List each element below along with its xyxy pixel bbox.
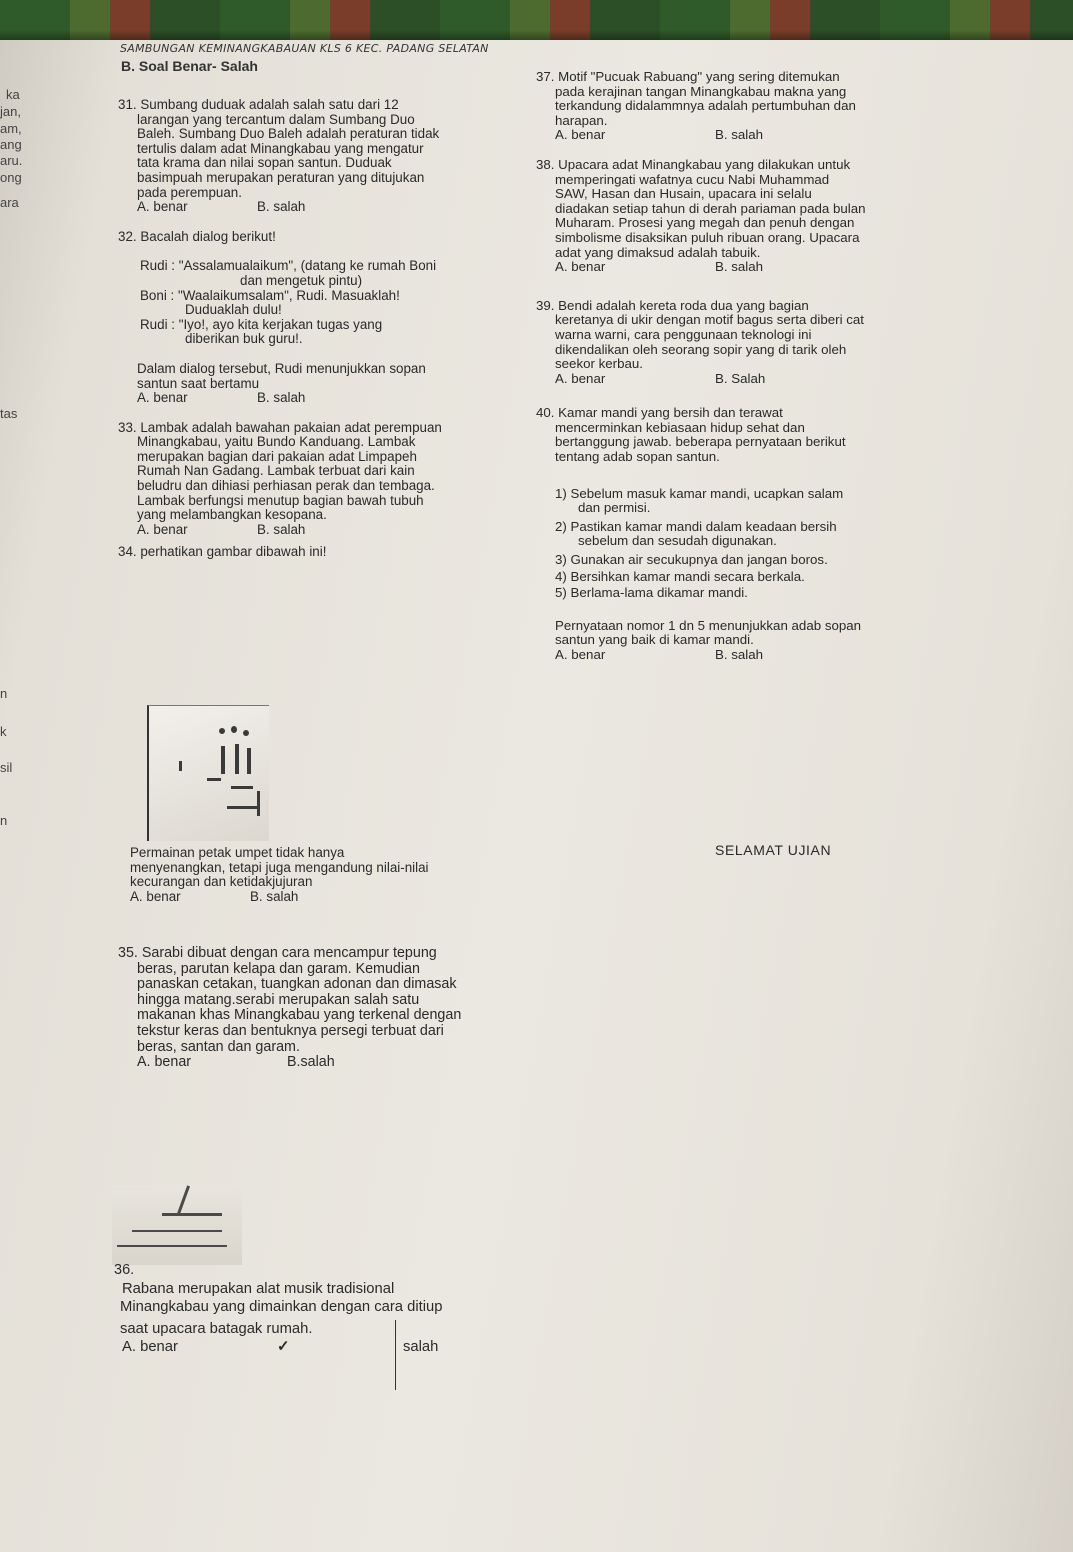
option-b[interactable]: B. salah — [250, 888, 299, 904]
option-b[interactable]: B. salah — [257, 390, 306, 406]
question-36 — [120, 1280, 590, 1356]
q35-line: tekstur keras dan bentuknya persegi terbuat dari — [137, 1022, 444, 1039]
q40-statement: 2) Pastikan kamar mandi dalam keadaan bersih — [555, 518, 837, 534]
background-fabric — [0, 0, 1073, 40]
hide-and-seek-image — [147, 705, 269, 841]
q37-line: 37. Motif "Pucuak Rabuang" yang sering ditemukan — [536, 69, 840, 84]
dialog — [118, 259, 548, 347]
edge-fragment: aru. — [0, 153, 23, 168]
q33-line: yang melambangkan kesopana. — [137, 507, 327, 523]
q36-line: Minangkabau yang dimainkan dengan cara ditiup — [120, 1299, 443, 1315]
q33-line: Rumah Nan Gadang. Lambak terbuat dari kain — [137, 463, 415, 479]
q35-line: hingga matang.serabi merupakan salah satu — [137, 991, 420, 1008]
edge-fragment: ang — [0, 137, 22, 152]
q40-line: tentang adab sopan santun. — [555, 449, 720, 465]
q40-statement: dan permisi. — [578, 500, 651, 516]
question-34-statement — [130, 846, 570, 904]
option-b[interactable]: B. salah — [715, 647, 764, 662]
option-b[interactable]: B.salah — [287, 1054, 335, 1071]
option-a[interactable]: A. benar — [137, 1054, 192, 1071]
dialog-line: diberikan buk guru!. — [185, 331, 303, 347]
q31-line: basimpuah merupakan peraturan yang ditujukan — [137, 169, 425, 185]
edge-fragment: n — [0, 686, 8, 701]
q39-line: keretanya di ukir dengan motif bagus serta diberi cat — [555, 312, 864, 328]
option-a[interactable]: A. benar — [555, 259, 606, 275]
q40-statement: 1) Sebelum masuk kamar mandi, ucapkan salam — [555, 485, 844, 501]
q40-statement: 5) Berlama-lama dikamar mandi. — [555, 585, 748, 601]
section-title: B. Soal Benar- Salah — [121, 58, 258, 74]
q38-line: adat yang dimaksud adalah tabuik. — [555, 244, 761, 260]
option-a[interactable]: A. benar — [137, 521, 188, 537]
q35-line: makanan khas Minangkabau yang terkenal dengan — [137, 1007, 462, 1024]
q33-line: Minangkabau, yaitu Bundo Kanduang. Lambak — [137, 434, 416, 450]
q33-line: beludru dan dihiasi perhiasan perak dan tembaga. — [137, 478, 435, 494]
option-a[interactable]: A. benar — [555, 370, 606, 386]
dialog-line: Rudi : "Iyo!, ayo kita kerjakan tugas yang — [140, 316, 383, 332]
edge-fragment: ara — [0, 195, 19, 210]
option-a[interactable]: A. benar — [555, 647, 606, 662]
school-header: SAMBUNGAN KEMINANGKABAUAN KLS 6 KEC. PADANG SELATAN — [120, 42, 489, 55]
q32-line: santun saat bertamu — [137, 375, 260, 391]
q40-line: bertanggung jawab. beberapa pernyataan berikut — [555, 434, 846, 450]
q39-line: 39. Bendi adalah kereta roda dua yang bagian — [536, 297, 809, 313]
q31-line: larangan yang tercantum dalam Sumbang Duo — [137, 111, 415, 127]
closing-text: SELAMAT UJIAN — [715, 842, 832, 858]
option-a[interactable]: A. benar — [137, 390, 188, 406]
question-38 — [536, 158, 996, 275]
question-35 — [118, 946, 572, 1071]
q40-statement: sebelum dan sesudah digunakan. — [578, 533, 777, 549]
q39-line: warna warni, cara penggunaan teknologi ini — [555, 326, 812, 342]
q40-statement: 3) Gunakan air secukupnya dan jangan boros. — [555, 552, 828, 568]
option-b[interactable]: B. salah — [257, 521, 306, 537]
q40-line: santun yang baik di kamar mandi. — [555, 632, 754, 648]
q31-line: tertulis dalam adat Minangkabau yang mengatur — [137, 140, 424, 156]
q38-line: memperingati wafatnya cucu Nabi Muhammad — [555, 171, 830, 187]
q36-line: Rabana merupakan alat musik tradisional — [122, 1281, 395, 1297]
dialog-line: Rudi : "Assalamualaikum", (datang ke rumah Boni — [140, 258, 437, 274]
q35-line: 35. Sarabi dibuat dengan cara mencampur tepung — [118, 945, 437, 961]
q40-line: 40. Kamar mandi yang bersih dan terawat — [536, 405, 783, 421]
q38-line: 38. Upacara adat Minangkabau yang dilakukan untuk — [536, 156, 851, 172]
q33-line: Lambak berfungsi menutup bagian bawah tubuh — [137, 492, 424, 508]
q35-line: panaskan cetakan, tuangkan adonan dan dimasak — [137, 976, 457, 993]
question-31 — [118, 98, 548, 215]
q40-statement: 4) Bersihkan kamar mandi secara berkala. — [555, 568, 805, 584]
option-b[interactable]: B. salah — [715, 127, 764, 143]
question-37 — [536, 70, 996, 143]
edge-fragment: ong — [0, 170, 22, 185]
q33-line: merupakan bagian dari pakaian adat Limpapeh — [137, 448, 417, 464]
q38-line: SAW, Hasan dan Husain, upacara ini selalu — [555, 186, 812, 202]
q31-line: pada perempuan. — [137, 184, 242, 200]
question-36-number: 36. — [114, 1262, 135, 1278]
pen-mark — [395, 1320, 396, 1390]
edge-fragment: n — [0, 813, 8, 828]
option-b[interactable]: B. salah — [715, 259, 764, 275]
left-column — [118, 98, 548, 560]
option-a[interactable]: A. benar — [555, 127, 606, 143]
q40-line: mencerminkan kebiasaan hidup sehat dan — [555, 419, 805, 435]
edge-fragment: jan, — [0, 104, 21, 119]
q33-line: 33. Lambak adalah bawahan pakaian adat perempuan — [118, 419, 442, 435]
q40-line: Pernyataan nomor 1 dn 5 menunjukkan adab sopan — [555, 617, 862, 633]
edge-fragment: k — [0, 724, 7, 739]
option-a[interactable]: A. benar — [130, 888, 181, 904]
q38-line: simbolisme disaksikan puluh ribuan orang. Upacara — [555, 229, 860, 245]
edge-fragment: tas — [0, 406, 18, 421]
q31-line: Baleh. Sumbang Duo Baleh adalah peraturan tidak — [137, 126, 440, 142]
edge-fragment: am, — [0, 121, 22, 136]
option-b[interactable]: B. Salah — [715, 370, 766, 386]
q36-line: saat upacara batagak rumah. — [120, 1321, 313, 1337]
q39-line: dikendalikan oleh seorang sopir yang di tarik oleh — [555, 341, 847, 357]
q34-line: menyenangkan, tetapi juga mengandung nilai-nilai — [130, 859, 429, 875]
dialog-line: Duduaklah dulu! — [185, 302, 282, 318]
question-32-statement — [118, 362, 548, 391]
q34-line: Permainan petak umpet tidak hanya — [130, 845, 345, 860]
q35-line: beras, santan dan garam. — [137, 1038, 300, 1055]
question-40 — [536, 406, 996, 662]
check-mark-icon: ✓ — [277, 1339, 290, 1355]
question-32: 32. Bacalah dialog berikut! — [118, 228, 276, 244]
right-column — [536, 70, 996, 663]
q37-line: pada kerajinan tangan Minangkabau makna yang — [555, 83, 847, 99]
q38-line: diadakan setiap tahun di derah pariaman pada bulan — [555, 200, 866, 216]
q31-line: tata krama dan nilai sopan santun. Duduak — [137, 155, 392, 171]
edge-fragment: sil — [0, 760, 13, 775]
q37-line: harapan. — [555, 112, 608, 128]
q38-line: Muharam. Prosesi yang megah dan penuh dengan — [555, 215, 855, 231]
dialog-line: Boni : "Waalaikumsalam", Rudi. Masuaklah! — [140, 287, 400, 303]
option-b-marked[interactable] — [277, 1338, 438, 1356]
q37-line: terkandung didalammnya adalah pertumbuhan dan — [555, 98, 856, 114]
option-a[interactable]: A. benar — [137, 199, 188, 215]
question-39 — [536, 299, 996, 387]
q34-line: kecurangan dan ketidakjujuran — [130, 874, 313, 890]
question-33 — [118, 421, 548, 538]
option-a[interactable]: A. benar — [122, 1339, 178, 1355]
option-b-label: salah — [403, 1339, 439, 1355]
rabana-image — [112, 1185, 242, 1265]
q35-line: beras, parutan kelapa dan garam. Kemudian — [137, 960, 420, 977]
question-34: 34. perhatikan gambar dibawah ini! — [118, 544, 327, 560]
edge-fragment: ka — [6, 87, 20, 102]
q31-line: 31. Sumbang duduak adalah salah satu dari 12 — [118, 97, 399, 112]
q32-line: Dalam dialog tersebut, Rudi menunjukkan sopan — [137, 360, 426, 376]
option-b[interactable]: B. salah — [257, 199, 306, 215]
dialog-line: dan mengetuk pintu) — [240, 272, 363, 288]
q39-line: seekor kerbau. — [555, 356, 643, 372]
